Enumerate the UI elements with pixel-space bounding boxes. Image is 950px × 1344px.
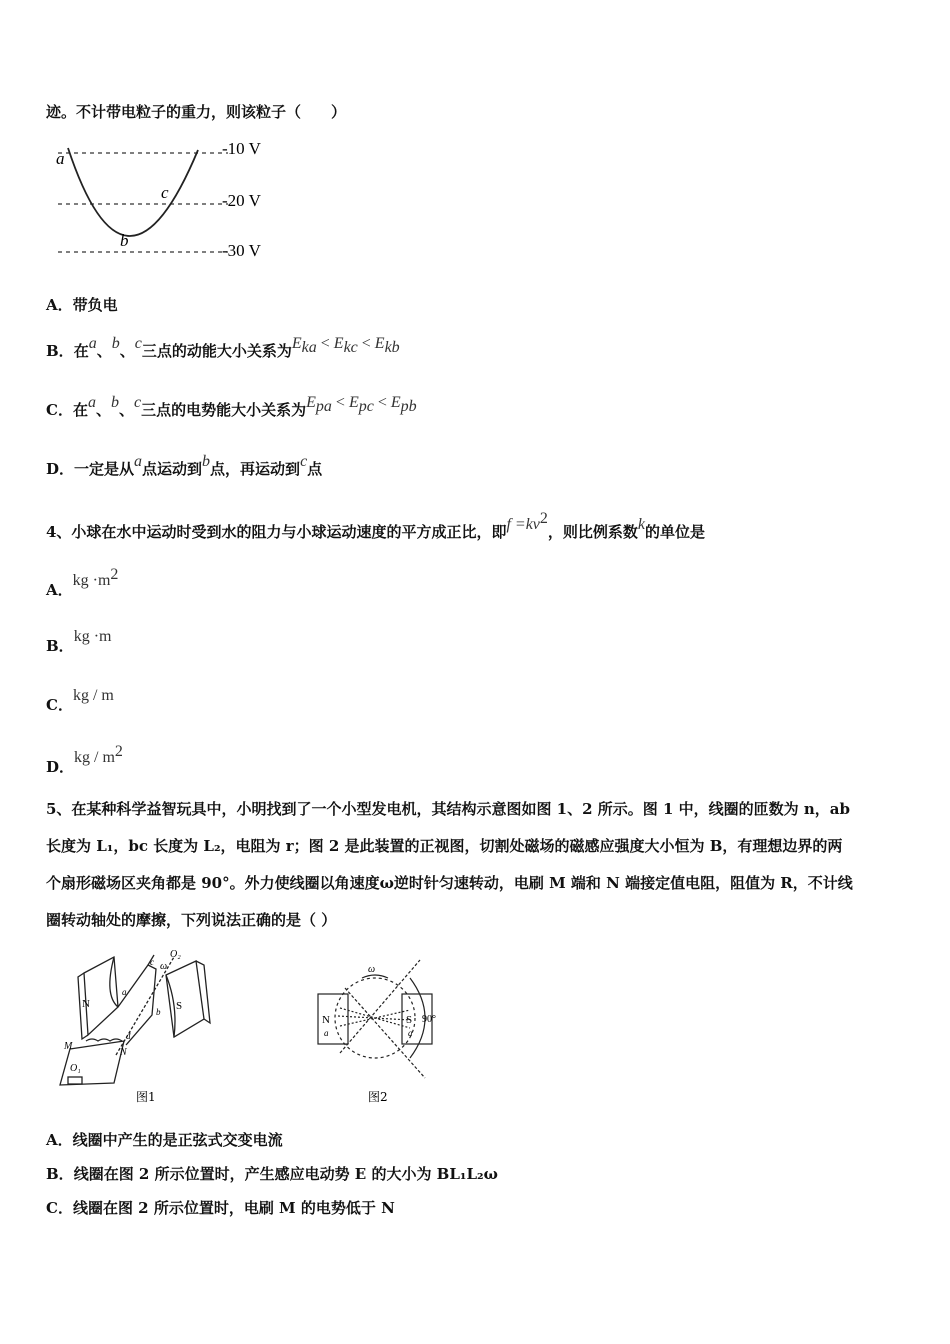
q3b-formula: $E_{ka} < E_{kc} < E_{kb}$ — [291, 335, 400, 356]
svg-text:M: M — [64, 1041, 73, 1052]
svg-text:O₂: O₂ — [170, 949, 181, 960]
svg-text:b: b — [156, 1007, 161, 1017]
q3-option-b[interactable]: B．在a、b、c三点的动能大小关系为$E_{ka} < E_{kc} < E_{kb}$ — [46, 335, 400, 360]
q4-formula: $f =kv^2$ — [506, 510, 548, 533]
q5-option-b[interactable]: B．线圈在图 2 所示位置时，产生感应电动势 E 的大小为 BL₁L₂ω — [46, 1165, 498, 1183]
svg-text:O₁: O₁ — [70, 1063, 81, 1074]
potential-2: -20 V — [222, 191, 261, 210]
svg-text:a: a — [324, 1028, 329, 1038]
svg-text:90°: 90° — [422, 1014, 436, 1025]
svg-text:a: a — [122, 987, 127, 997]
svg-text:c: c — [150, 957, 154, 967]
q3-equipotential-figure — [50, 138, 280, 266]
q4-option-b[interactable]: B．kg ·m — [46, 628, 112, 655]
q3-stem: 迹。不计带电粒子的重力，则该粒子（ ） — [46, 103, 347, 121]
svg-text:a: a — [408, 1028, 413, 1038]
q4-option-d[interactable]: D．kg / $m^2$ — [46, 743, 123, 776]
q5-option-a[interactable]: A．线圈中产生的是正弦式交变电流 — [46, 1131, 283, 1149]
magnet-n — [84, 957, 118, 1035]
q5-figure-1-generator — [56, 945, 226, 1105]
q5-figure-2-front-view — [310, 958, 460, 1108]
svg-text:N: N — [82, 998, 90, 1010]
svg-text:d: d — [126, 1031, 131, 1041]
q5-stem: 5、在某种科学益智玩具中，小明找到了一个小型发电机，其结构示意图如图 1、2 所示。图 1 中，线圈的匝数为 n，ab 长度为 L₁，bc 长度为 L₂，电阻为 r；图 2 是此装置的正视图，切割处磁场的磁感应强度大小恒为 B，有理想边界的两 个扇形磁场区夹角都是 90°。外力使线圈以角速度ω逆时针匀速转动，电刷 M 端和 N 端接定值电阻，阻值为 R，不计线 圈转动轴处的摩擦，下列说法正确的是（ ） — [46, 800, 853, 929]
fig2-caption: 图2 — [368, 1090, 388, 1104]
label-a: a — [56, 149, 65, 168]
q3c-formula: $E_{pa} < E_{pc} < E_{pb}$ — [306, 394, 417, 415]
svg-text:ω: ω — [368, 964, 376, 975]
coil — [118, 965, 156, 1045]
q4-option-c[interactable]: C．kg / m — [46, 687, 114, 714]
potential-3: -30 V — [222, 241, 261, 260]
label-c: c — [161, 183, 169, 202]
q4-stem: 4、小球在水中运动时受到水的阻力与小球运动速度的平方成正比，即$f =kv^2$，则比例系数k的单位是 — [46, 510, 706, 541]
potential-1: -10 V — [222, 139, 261, 158]
svg-text:N: N — [120, 1047, 127, 1058]
q3-option-c[interactable]: C．在a、b、c三点的电势能大小关系为$E_{pa} < E_{pc} < E_{pb}$ — [46, 394, 417, 419]
fig1-caption: 图1 — [136, 1090, 156, 1104]
particle-trajectory — [68, 148, 198, 236]
label-b: b — [120, 231, 129, 250]
q3-option-d[interactable]: D．一定是从a点运动到b点，再运动到c点 — [46, 453, 323, 478]
q4-option-a[interactable]: A．kg $\cdot m^2$ — [46, 566, 119, 599]
svg-text:S: S — [406, 1014, 413, 1026]
magnet-s — [166, 961, 204, 1037]
svg-text:S: S — [176, 1000, 183, 1012]
svg-text:ω: ω — [160, 961, 168, 972]
q5-option-c[interactable]: C．线圈在图 2 所示位置时，电刷 M 的电势低于 N — [46, 1199, 395, 1217]
q3-option-a[interactable]: A．带负电 — [46, 296, 118, 314]
svg-text:N: N — [322, 1014, 330, 1026]
